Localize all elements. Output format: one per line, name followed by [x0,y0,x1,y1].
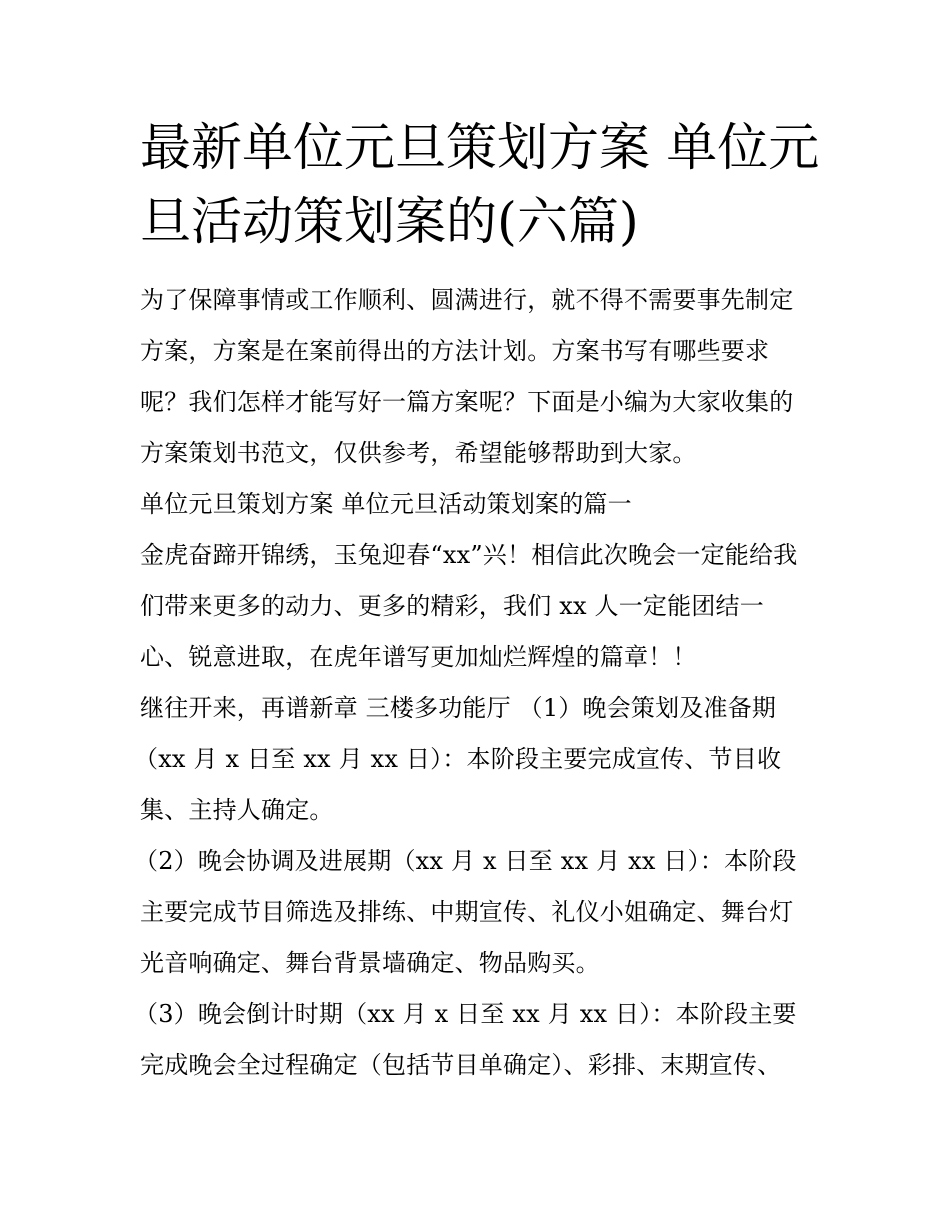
title-line-1: 最新单位元旦策划方案 单位元 [140,119,820,178]
body-line: （xx 月 x 日至 xx 月 xx 日）：本阶段主要完成宣传、节目收 [134,745,782,773]
body-line: 心、锐意进取，在虎年谱写更加灿烂辉煌的篇章！！ [140,643,697,671]
body-line: （2）晚会协调及进展期（xx 月 x 日至 xx 月 xx 日）：本阶段 [134,847,797,875]
body-line: 集、主持人确定。 [140,796,334,824]
body-line: （3）晚会倒计时期（xx 月 x 日至 xx 月 xx 日）：本阶段主要 [134,1000,797,1028]
body-line: 继往开来，再谱新章 三楼多功能厅 （1）晚会策划及准备期 [140,694,777,722]
body-line: 完成晚会全过程确定（包括节目单确定）、彩排、末期宣传、 [140,1051,782,1079]
body-line: 呢？我们怎样才能写好一篇方案呢？下面是小编为大家收集的 [140,388,794,416]
body-line: 们带来更多的动力、更多的精彩，我们 xx 人一定能团结一 [140,592,764,620]
body-line: 主要完成节目筛选及排练、中期宣传、礼仪小姐确定、舞台灯 [140,898,794,926]
body-line: 为了保障事情或工作顺利、圆满进行，就不得不需要事先制定 [140,286,794,314]
body-line: 光音响确定、舞台背景墙确定、物品购买。 [140,949,600,977]
section-heading: 单位元旦策划方案 单位元旦活动策划案的篇一 [140,490,632,518]
title-line-2: 旦活动策划案的(六篇) [140,193,639,252]
body-line: 金虎奋蹄开锦绣，玉兔迎春“xx”兴！相信此次晚会一定能给我 [140,541,798,569]
document-title [140,112,830,260]
body-line: 方案策划书范文，仅供参考，希望能够帮助到大家。 [140,439,697,467]
document-body [134,275,820,1091]
body-line: 方案，方案是在案前得出的方法计划。方案书写有哪些要求 [140,337,770,365]
